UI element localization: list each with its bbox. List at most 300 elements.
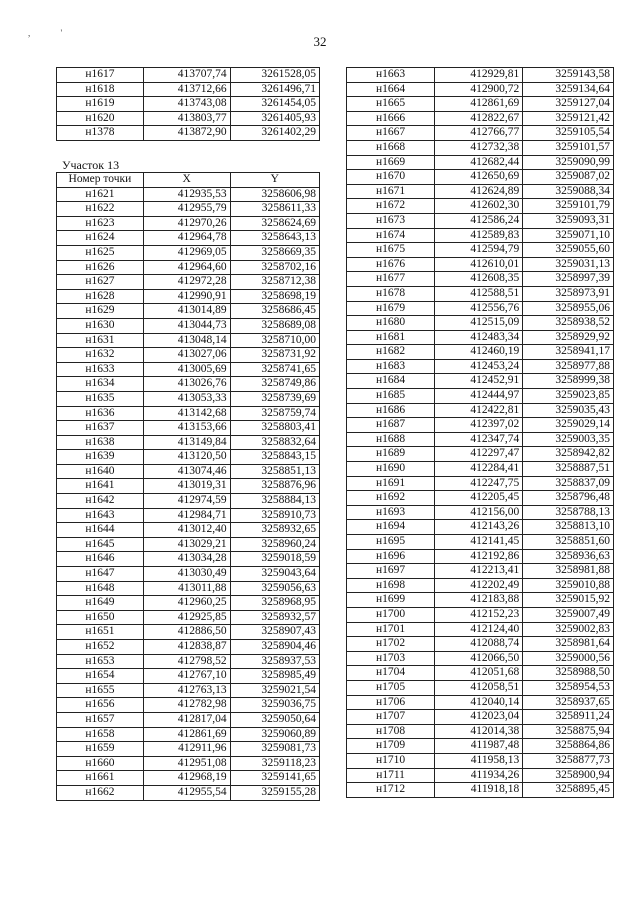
point-number-cell: н1672 xyxy=(347,199,435,214)
point-number-cell: н1625 xyxy=(57,245,144,260)
table-row xyxy=(347,140,614,155)
y-coordinate-cell: 3258813,10 xyxy=(523,520,614,535)
table-row xyxy=(347,783,614,798)
table-row xyxy=(57,625,320,640)
point-number-cell: н1670 xyxy=(347,170,435,185)
table-row xyxy=(57,97,320,112)
y-coordinate-cell: 3258712,38 xyxy=(230,275,319,290)
x-coordinate-cell: 412347,74 xyxy=(435,432,523,447)
point-number-cell: н1688 xyxy=(347,432,435,447)
y-coordinate-cell: 3259155,28 xyxy=(230,785,319,800)
table-row xyxy=(57,640,320,655)
y-coordinate-cell: 3258941,17 xyxy=(523,345,614,360)
point-number-cell: н1644 xyxy=(57,523,144,538)
table-row xyxy=(347,753,614,768)
point-number-cell: н1712 xyxy=(347,783,435,798)
table-row xyxy=(57,523,320,538)
point-number-cell: н1652 xyxy=(57,640,144,655)
x-coordinate-cell: 412990,91 xyxy=(143,289,230,304)
y-coordinate-cell: 3259055,60 xyxy=(523,243,614,258)
x-coordinate-cell: 412911,96 xyxy=(143,742,230,757)
y-coordinate-cell: 3258997,39 xyxy=(523,272,614,287)
y-coordinate-cell: 3258981,88 xyxy=(523,564,614,579)
y-coordinate-cell: 3258968,95 xyxy=(230,596,319,611)
x-coordinate-cell: 413142,68 xyxy=(143,406,230,421)
y-coordinate-cell: 3258911,24 xyxy=(523,710,614,725)
x-coordinate-cell: 412141,45 xyxy=(435,535,523,550)
table-row xyxy=(347,695,614,710)
point-number-cell: н1701 xyxy=(347,622,435,637)
point-number-cell: н1626 xyxy=(57,260,144,275)
y-coordinate-cell: 3258739,69 xyxy=(230,391,319,406)
table-row xyxy=(57,111,320,126)
point-number-cell: н1641 xyxy=(57,479,144,494)
table-row xyxy=(347,564,614,579)
x-coordinate-cell: 413011,88 xyxy=(143,581,230,596)
x-coordinate-cell: 412452,91 xyxy=(435,374,523,389)
x-coordinate-cell: 412397,02 xyxy=(435,418,523,433)
x-coordinate-cell: 412124,40 xyxy=(435,622,523,637)
point-number-cell: н1689 xyxy=(347,447,435,462)
y-coordinate-cell: 3258938,52 xyxy=(523,316,614,331)
table-row xyxy=(57,216,320,231)
table-row xyxy=(347,549,614,564)
x-coordinate-cell: 412782,98 xyxy=(143,698,230,713)
header-y: Y xyxy=(230,173,319,188)
y-coordinate-cell: 3259000,56 xyxy=(523,651,614,666)
x-coordinate-cell: 412297,47 xyxy=(435,447,523,462)
y-coordinate-cell: 3259081,73 xyxy=(230,742,319,757)
y-coordinate-cell: 3261405,93 xyxy=(230,111,319,126)
point-number-cell: н1686 xyxy=(347,403,435,418)
point-number-cell: н1690 xyxy=(347,462,435,477)
x-coordinate-cell: 412444,97 xyxy=(435,389,523,404)
x-coordinate-cell: 413872,90 xyxy=(143,126,230,141)
y-coordinate-cell: 3258759,74 xyxy=(230,406,319,421)
x-coordinate-cell: 412247,75 xyxy=(435,476,523,491)
table-row xyxy=(347,680,614,695)
table-row xyxy=(347,126,614,141)
x-coordinate-cell: 412066,50 xyxy=(435,651,523,666)
y-coordinate-cell: 3258942,82 xyxy=(523,447,614,462)
point-number-cell: н1650 xyxy=(57,610,144,625)
point-number-cell: н1648 xyxy=(57,581,144,596)
y-coordinate-cell: 3258936,63 xyxy=(523,549,614,564)
x-coordinate-cell: 412900,72 xyxy=(435,82,523,97)
y-coordinate-cell: 3258749,86 xyxy=(230,377,319,392)
x-coordinate-cell: 412935,53 xyxy=(143,187,230,202)
table-row xyxy=(347,228,614,243)
table-row xyxy=(347,111,614,126)
y-coordinate-cell: 3261454,05 xyxy=(230,97,319,112)
y-coordinate-cell: 3258954,53 xyxy=(523,680,614,695)
y-coordinate-cell: 3258999,38 xyxy=(523,374,614,389)
y-coordinate-cell: 3258937,53 xyxy=(230,654,319,669)
point-number-cell: н1668 xyxy=(347,140,435,155)
y-coordinate-cell: 3258977,88 xyxy=(523,359,614,374)
x-coordinate-cell: 412974,59 xyxy=(143,494,230,509)
y-coordinate-cell: 3259087,02 xyxy=(523,170,614,185)
y-coordinate-cell: 3259056,63 xyxy=(230,581,319,596)
y-coordinate-cell: 3259003,35 xyxy=(523,432,614,447)
table-row xyxy=(57,362,320,377)
point-number-cell: н1631 xyxy=(57,333,144,348)
x-coordinate-cell: 413005,69 xyxy=(143,362,230,377)
table-row xyxy=(57,785,320,800)
x-coordinate-cell: 412610,01 xyxy=(435,257,523,272)
table-row xyxy=(57,464,320,479)
x-coordinate-cell: 412422,81 xyxy=(435,403,523,418)
y-coordinate-cell: 3259143,58 xyxy=(523,68,614,83)
y-coordinate-cell: 3259105,54 xyxy=(523,126,614,141)
x-coordinate-cell: 412925,85 xyxy=(143,610,230,625)
x-coordinate-cell: 412886,50 xyxy=(143,625,230,640)
table-row xyxy=(347,389,614,404)
point-number-cell: н1658 xyxy=(57,727,144,742)
point-number-cell: н1623 xyxy=(57,216,144,231)
point-number-cell: н1694 xyxy=(347,520,435,535)
x-coordinate-cell: 413014,89 xyxy=(143,304,230,319)
point-number-cell: н1636 xyxy=(57,406,144,421)
x-coordinate-cell: 413743,08 xyxy=(143,97,230,112)
x-coordinate-cell: 413012,40 xyxy=(143,523,230,538)
x-coordinate-cell: 412483,34 xyxy=(435,330,523,345)
point-number-cell: н1635 xyxy=(57,391,144,406)
y-coordinate-cell: 3259036,75 xyxy=(230,698,319,713)
point-number-cell: н1691 xyxy=(347,476,435,491)
x-coordinate-cell: 412023,04 xyxy=(435,710,523,725)
point-number-cell: н1685 xyxy=(347,389,435,404)
y-coordinate-cell: 3258741,65 xyxy=(230,362,319,377)
point-number-cell: н1700 xyxy=(347,607,435,622)
x-coordinate-cell: 412586,24 xyxy=(435,213,523,228)
y-coordinate-cell: 3261402,29 xyxy=(230,126,319,141)
y-coordinate-cell: 3259050,64 xyxy=(230,712,319,727)
x-coordinate-cell: 412213,41 xyxy=(435,564,523,579)
point-number-cell: н1676 xyxy=(347,257,435,272)
x-coordinate-cell: 412767,10 xyxy=(143,669,230,684)
table-row xyxy=(57,727,320,742)
y-coordinate-cell: 3258698,19 xyxy=(230,289,319,304)
point-number-cell: н1708 xyxy=(347,724,435,739)
y-coordinate-cell: 3258884,13 xyxy=(230,494,319,509)
table-row xyxy=(57,669,320,684)
table-row xyxy=(347,432,614,447)
y-coordinate-cell: 3259101,79 xyxy=(523,199,614,214)
table-row xyxy=(57,231,320,246)
coordinates-table-right xyxy=(346,67,614,798)
x-coordinate-cell: 412608,35 xyxy=(435,272,523,287)
x-coordinate-cell: 412014,38 xyxy=(435,724,523,739)
table-row xyxy=(347,447,614,462)
point-number-cell: н1687 xyxy=(347,418,435,433)
point-number-cell: н1619 xyxy=(57,97,144,112)
x-coordinate-cell: 412589,83 xyxy=(435,228,523,243)
table-row xyxy=(347,622,614,637)
point-number-cell: н1677 xyxy=(347,272,435,287)
point-number-cell: н1666 xyxy=(347,111,435,126)
table-row xyxy=(57,348,320,363)
point-number-cell: н1699 xyxy=(347,593,435,608)
table-row xyxy=(57,304,320,319)
header-point-number: Номер точки xyxy=(57,173,144,188)
coordinates-table-section-13 xyxy=(56,172,320,801)
header-x: X xyxy=(143,173,230,188)
point-number-cell: н1695 xyxy=(347,535,435,550)
y-coordinate-cell: 3258624,69 xyxy=(230,216,319,231)
x-coordinate-cell: 412951,08 xyxy=(143,756,230,771)
y-coordinate-cell: 3259031,13 xyxy=(523,257,614,272)
y-coordinate-cell: 3258988,50 xyxy=(523,666,614,681)
table-row xyxy=(347,257,614,272)
y-coordinate-cell: 3258937,65 xyxy=(523,695,614,710)
point-number-cell: н1667 xyxy=(347,126,435,141)
y-coordinate-cell: 3258702,16 xyxy=(230,260,319,275)
y-coordinate-cell: 3258955,06 xyxy=(523,301,614,316)
x-coordinate-cell: 412972,28 xyxy=(143,275,230,290)
x-coordinate-cell: 412284,41 xyxy=(435,462,523,477)
x-coordinate-cell: 412822,67 xyxy=(435,111,523,126)
corner-marks: , ' xyxy=(28,28,77,38)
y-coordinate-cell: 3258669,35 xyxy=(230,245,319,260)
table-row xyxy=(57,654,320,669)
table-row xyxy=(347,272,614,287)
y-coordinate-cell: 3261496,71 xyxy=(230,82,319,97)
table-row xyxy=(57,260,320,275)
table-row xyxy=(347,301,614,316)
table-row xyxy=(347,462,614,477)
x-coordinate-cell: 412960,25 xyxy=(143,596,230,611)
point-number-cell: н1682 xyxy=(347,345,435,360)
point-number-cell: н1675 xyxy=(347,243,435,258)
point-number-cell: н1634 xyxy=(57,377,144,392)
x-coordinate-cell: 413149,84 xyxy=(143,435,230,450)
point-number-cell: н1696 xyxy=(347,549,435,564)
y-coordinate-cell: 3259101,57 xyxy=(523,140,614,155)
y-coordinate-cell: 3258803,41 xyxy=(230,421,319,436)
point-number-cell: н1622 xyxy=(57,202,144,217)
table-row xyxy=(347,345,614,360)
table-row xyxy=(57,596,320,611)
y-coordinate-cell: 3259015,92 xyxy=(523,593,614,608)
y-coordinate-cell: 3258985,49 xyxy=(230,669,319,684)
table-row xyxy=(57,421,320,436)
point-number-cell: н1627 xyxy=(57,275,144,290)
table-row xyxy=(347,374,614,389)
y-coordinate-cell: 3259134,64 xyxy=(523,82,614,97)
y-coordinate-cell: 3259007,49 xyxy=(523,607,614,622)
table-row xyxy=(347,155,614,170)
table-row xyxy=(57,126,320,141)
point-number-cell: н1662 xyxy=(57,785,144,800)
table-row xyxy=(347,330,614,345)
point-number-cell: н1659 xyxy=(57,742,144,757)
table-row xyxy=(347,651,614,666)
y-coordinate-cell: 3258837,09 xyxy=(523,476,614,491)
table-row xyxy=(347,476,614,491)
y-coordinate-cell: 3258887,51 xyxy=(523,462,614,477)
table-row xyxy=(347,199,614,214)
x-coordinate-cell: 412192,86 xyxy=(435,549,523,564)
y-coordinate-cell: 3261528,05 xyxy=(230,68,319,83)
y-coordinate-cell: 3258832,64 xyxy=(230,435,319,450)
table-row xyxy=(347,286,614,301)
table-row xyxy=(347,359,614,374)
point-number-cell: н1661 xyxy=(57,771,144,786)
table-row xyxy=(57,581,320,596)
x-coordinate-cell: 413153,66 xyxy=(143,421,230,436)
point-number-cell: н1698 xyxy=(347,578,435,593)
x-coordinate-cell: 413803,77 xyxy=(143,111,230,126)
x-coordinate-cell: 412984,71 xyxy=(143,508,230,523)
x-coordinate-cell: 412152,23 xyxy=(435,607,523,622)
x-coordinate-cell: 413044,73 xyxy=(143,318,230,333)
x-coordinate-cell: 413074,46 xyxy=(143,464,230,479)
x-coordinate-cell: 413019,31 xyxy=(143,479,230,494)
table-row xyxy=(57,187,320,202)
table-row xyxy=(57,610,320,625)
point-number-cell: н1660 xyxy=(57,756,144,771)
x-coordinate-cell: 412602,30 xyxy=(435,199,523,214)
x-coordinate-cell: 412453,24 xyxy=(435,359,523,374)
table-row xyxy=(57,82,320,97)
point-number-cell: н1645 xyxy=(57,537,144,552)
table-row xyxy=(57,318,320,333)
point-number-cell: н1649 xyxy=(57,596,144,611)
y-coordinate-cell: 3258876,96 xyxy=(230,479,319,494)
y-coordinate-cell: 3258643,13 xyxy=(230,231,319,246)
x-coordinate-cell: 412088,74 xyxy=(435,637,523,652)
point-number-cell: н1697 xyxy=(347,564,435,579)
y-coordinate-cell: 3259010,88 xyxy=(523,578,614,593)
y-coordinate-cell: 3259035,43 xyxy=(523,403,614,418)
point-number-cell: н1378 xyxy=(57,126,144,141)
point-number-cell: н1704 xyxy=(347,666,435,681)
x-coordinate-cell: 413707,74 xyxy=(143,68,230,83)
table-row xyxy=(347,535,614,550)
y-coordinate-cell: 3258731,92 xyxy=(230,348,319,363)
y-coordinate-cell: 3259121,42 xyxy=(523,111,614,126)
table-row xyxy=(347,184,614,199)
x-coordinate-cell: 412838,87 xyxy=(143,640,230,655)
point-number-cell: н1681 xyxy=(347,330,435,345)
x-coordinate-cell: 413034,28 xyxy=(143,552,230,567)
y-coordinate-cell: 3258611,33 xyxy=(230,202,319,217)
table-row xyxy=(57,275,320,290)
point-number-cell: н1706 xyxy=(347,695,435,710)
x-coordinate-cell: 412588,51 xyxy=(435,286,523,301)
y-coordinate-cell: 3258851,13 xyxy=(230,464,319,479)
x-coordinate-cell: 412624,89 xyxy=(435,184,523,199)
x-coordinate-cell: 412040,14 xyxy=(435,695,523,710)
y-coordinate-cell: 3259071,10 xyxy=(523,228,614,243)
x-coordinate-cell: 412515,09 xyxy=(435,316,523,331)
table-row xyxy=(347,710,614,725)
y-coordinate-cell: 3258710,00 xyxy=(230,333,319,348)
y-coordinate-cell: 3258689,08 xyxy=(230,318,319,333)
point-number-cell: н1653 xyxy=(57,654,144,669)
point-number-cell: н1647 xyxy=(57,567,144,582)
table-row xyxy=(57,712,320,727)
point-number-cell: н1646 xyxy=(57,552,144,567)
table-row xyxy=(347,243,614,258)
section-caption: Участок 13 xyxy=(62,158,120,172)
table-row xyxy=(57,567,320,582)
point-number-cell: н1664 xyxy=(347,82,435,97)
table-row xyxy=(347,170,614,185)
y-coordinate-cell: 3259023,85 xyxy=(523,389,614,404)
x-coordinate-cell: 412964,60 xyxy=(143,260,230,275)
point-number-cell: н1655 xyxy=(57,683,144,698)
x-coordinate-cell: 412051,68 xyxy=(435,666,523,681)
table-row xyxy=(347,724,614,739)
x-coordinate-cell: 412861,69 xyxy=(143,727,230,742)
y-coordinate-cell: 3258843,15 xyxy=(230,450,319,465)
point-number-cell: н1684 xyxy=(347,374,435,389)
point-number-cell: н1702 xyxy=(347,637,435,652)
point-number-cell: н1663 xyxy=(347,68,435,83)
table-row xyxy=(57,756,320,771)
x-coordinate-cell: 412202,49 xyxy=(435,578,523,593)
table-row xyxy=(57,742,320,757)
x-coordinate-cell: 412156,00 xyxy=(435,505,523,520)
x-coordinate-cell: 413712,66 xyxy=(143,82,230,97)
point-number-cell: н1656 xyxy=(57,698,144,713)
table-row xyxy=(347,739,614,754)
table-row xyxy=(57,406,320,421)
point-number-cell: н1673 xyxy=(347,213,435,228)
point-number-cell: н1629 xyxy=(57,304,144,319)
y-coordinate-cell: 3258907,43 xyxy=(230,625,319,640)
point-number-cell: н1709 xyxy=(347,739,435,754)
x-coordinate-cell: 413027,06 xyxy=(143,348,230,363)
table-row xyxy=(347,491,614,506)
y-coordinate-cell: 3258895,45 xyxy=(523,783,614,798)
table-row xyxy=(347,82,614,97)
point-number-cell: н1654 xyxy=(57,669,144,684)
point-number-cell: н1693 xyxy=(347,505,435,520)
y-coordinate-cell: 3258904,46 xyxy=(230,640,319,655)
table-row xyxy=(57,479,320,494)
table-row xyxy=(57,698,320,713)
y-coordinate-cell: 3258981,64 xyxy=(523,637,614,652)
point-number-cell: н1621 xyxy=(57,187,144,202)
x-coordinate-cell: 412732,38 xyxy=(435,140,523,155)
point-number-cell: н1703 xyxy=(347,651,435,666)
x-coordinate-cell: 413048,14 xyxy=(143,333,230,348)
table-row xyxy=(57,68,320,83)
x-coordinate-cell: 411918,18 xyxy=(435,783,523,798)
point-number-cell: н1637 xyxy=(57,421,144,436)
y-coordinate-cell: 3259118,23 xyxy=(230,756,319,771)
x-coordinate-cell: 412968,19 xyxy=(143,771,230,786)
point-number-cell: н1628 xyxy=(57,289,144,304)
point-number-cell: н1683 xyxy=(347,359,435,374)
y-coordinate-cell: 3258900,94 xyxy=(523,768,614,783)
y-coordinate-cell: 3258960,24 xyxy=(230,537,319,552)
x-coordinate-cell: 413026,76 xyxy=(143,377,230,392)
point-number-cell: н1657 xyxy=(57,712,144,727)
y-coordinate-cell: 3258875,94 xyxy=(523,724,614,739)
point-number-cell: н1705 xyxy=(347,680,435,695)
y-coordinate-cell: 3258606,98 xyxy=(230,187,319,202)
x-coordinate-cell: 412955,79 xyxy=(143,202,230,217)
x-coordinate-cell: 412205,45 xyxy=(435,491,523,506)
x-coordinate-cell: 412929,81 xyxy=(435,68,523,83)
point-number-cell: н1620 xyxy=(57,111,144,126)
table-row xyxy=(347,68,614,83)
x-coordinate-cell: 412964,78 xyxy=(143,231,230,246)
